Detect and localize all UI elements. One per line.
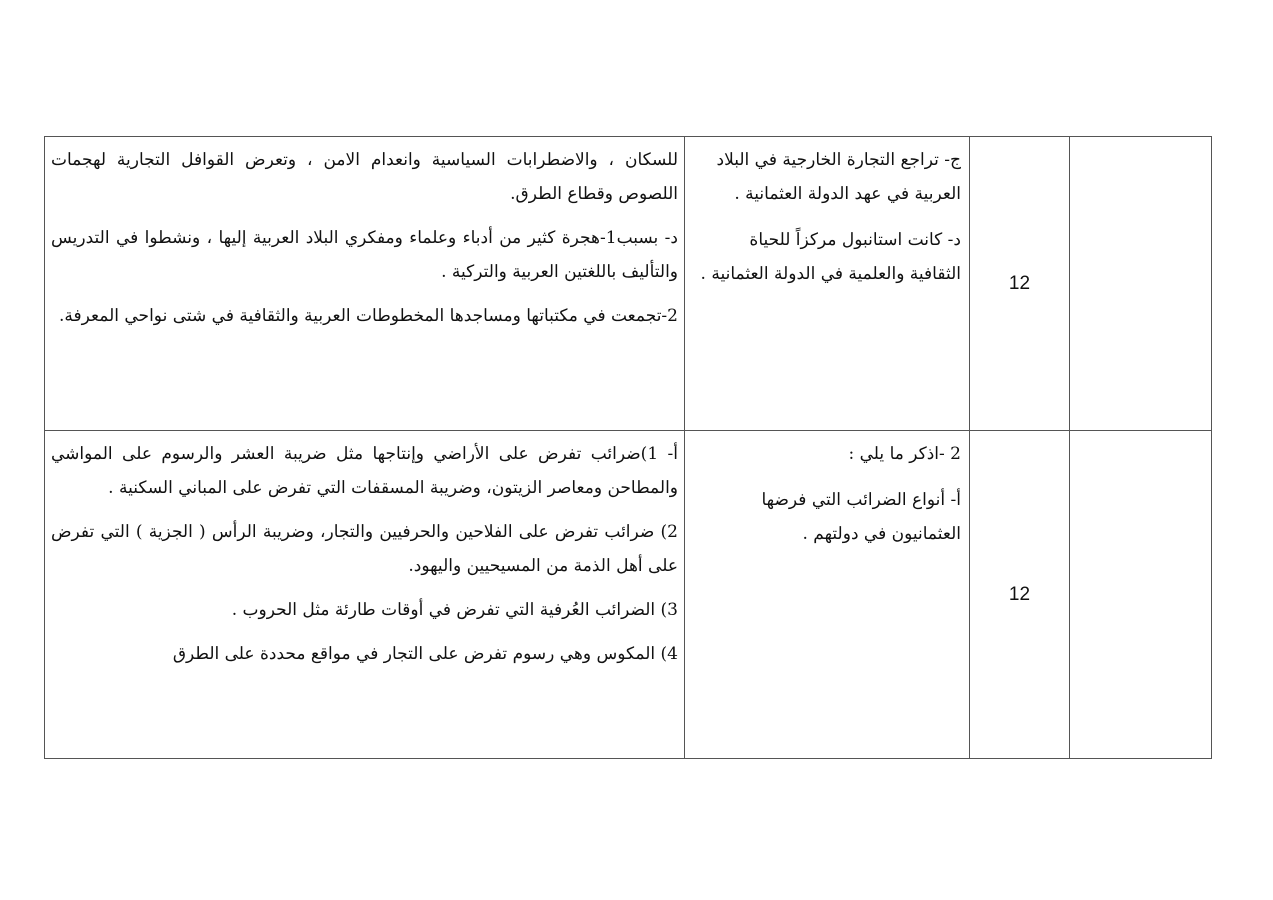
answer-paragraph: للسكان ، والاضطرابات السياسية وانعدام الامن ، وتعرض القوافل التجارية لهجمات اللصوص وقطاع الطرق. (51, 150, 678, 204)
question-part: أ- أنواع الضرائب التي فرضها العثمانيون في دولتهم . (761, 490, 961, 544)
question-cell (685, 137, 970, 431)
question-part: ج- تراجع التجارة الخارجية في البلاد العربية في عهد الدولة العثمانية . (716, 150, 961, 204)
question-part: 2 -اذكر ما يلي : (848, 444, 961, 464)
answer-paragraph: د- بسبب1-هجرة كثير من أدباء وعلماء ومفكري البلاد العربية إليها ، ونشطوا في التدريس والتأليف باللغتين العربية والتركية . (51, 228, 678, 282)
answer-paragraph: أ- 1)ضرائب تفرض على الأراضي وإنتاجها مثل ضريبة العشر والرسوم على المواشي والمطاحن ومعاصر الزيتون، وضريبة المسقفات التي تفرض على المباني السكنية . (51, 444, 678, 498)
answer-paragraph: 3) الضرائب العُرفية التي تفرض في أوقات طارئة مثل الحروب . (231, 600, 678, 620)
question-part: د- كانت استانبول مركزاً للحياة الثقافية والعلمية في الدولة العثمانية . (700, 230, 961, 284)
blank-cell (1070, 431, 1212, 759)
mark-cell: 12 (970, 137, 1070, 431)
mark-cell: 12 (970, 431, 1070, 759)
answer-cell (45, 431, 685, 759)
table-row (45, 137, 1212, 431)
answer-paragraph: 2) ضرائب تفرض على الفلاحين والحرفيين والتجار، وضريبة الرأس ( الجزية ) التي تفرض على أهل الذمة من المسيحيين واليهود. (51, 522, 678, 576)
question-cell (685, 431, 970, 759)
blank-cell (1070, 137, 1212, 431)
table-row (45, 431, 1212, 759)
answer-table (44, 136, 1212, 759)
answer-cell (45, 137, 685, 431)
answer-paragraph: 4) المكوس وهي رسوم تفرض على التجار في مواقع محددة على الطرق (172, 644, 678, 664)
answer-paragraph: 2-تجمعت في مكتباتها ومساجدها المخطوطات العربية والثقافية في شتى نواحي المعرفة. (59, 306, 678, 326)
